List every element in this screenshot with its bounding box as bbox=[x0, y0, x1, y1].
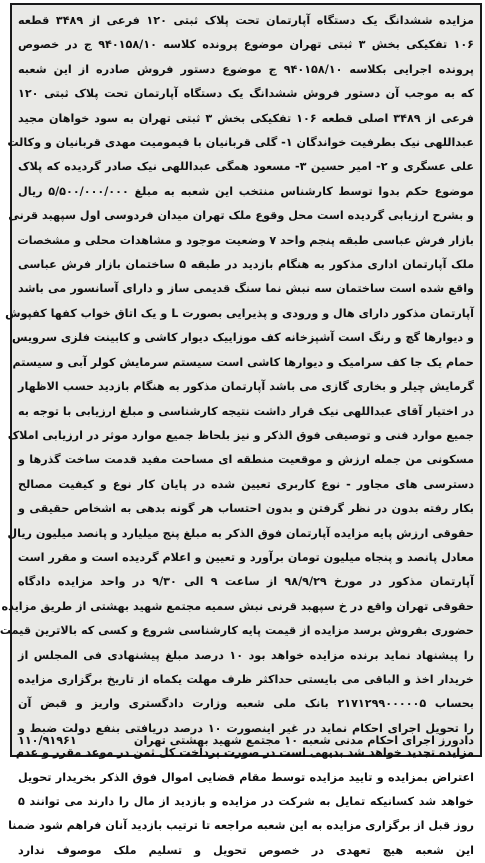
notice-code: ۱۱۰/۹۱۹۶۱ bbox=[18, 734, 77, 747]
notice-line: آپارتمان مذکور در مورخ ۹۸/۹/۲۹ از ساعت ۹ الی ۹/۳۰ در واحد مزایده دادگاه bbox=[18, 575, 474, 589]
signature-line: دادورز اجرای احکام مدنی شعبه ۱۰ مجتمع شهید بهشتی تهران bbox=[133, 734, 474, 747]
notice-line: حضوری بفروش برسد مزایده از قیمت پایه کارشناسی شروع و کسی که بالاترین قیمت bbox=[0, 624, 474, 638]
notice-line: آپارتمان مذکور دارای هال و ورودی و پذیرایی بصورت L و یک اتاق خواب کفها کفپوش bbox=[5, 306, 474, 320]
notice-line: بحساب ۲۱۷۱۲۹۹۰۰۰۰۰۵ بانک ملی شعبه وزارت دادگستری واریز و قبض آن bbox=[18, 697, 474, 711]
notice-line: و دیوارها گچ و رنگ است آشپزخانه کف موزاییک دیوار کاشی و کابینت فلزی سرویس bbox=[12, 331, 474, 345]
notice-line: معادل پانصد و پنجاه میلیون تومان برآورد و تعیین و اعلام گردیده است و مقرر است bbox=[17, 550, 474, 564]
notice-line: ملک آپارتمان اداری مذکور به هنگام بازدید در طبقه ۵ ساختمان بازار فرش عباسی bbox=[18, 258, 474, 272]
notice-line: ۱۰۶ تفکیکی بخش ۳ ثبتی تهران موضوع پرونده کلاسه ۹۴۰۱۵۸/۱۰ ج در خصوص bbox=[18, 38, 474, 52]
notice-line: واقع شده است ساختمان سه نبش نما سنگ قدیمی ساز و دارای آسانسور می باشد bbox=[18, 282, 474, 296]
notice-line: و بشرح ارزیابی گردیده است محل وقوع ملک تهران میدان فردوسی اول سپهبد قرنی bbox=[8, 209, 474, 223]
notice-line: را پیشنهاد نماید برنده مزایده خواهد بود ۱۰ درصد مبلغ پیشنهادی فی المجلس از bbox=[18, 648, 474, 662]
notice-line: خواهد شد کسانیکه تمایل به شرکت در مزایده و بازدید از مال را دارند می توانند ۵ bbox=[18, 795, 474, 808]
notice-line: مزایده تجدید خواهد شد بدیهی است در صورت پرداخت کل ثمن در موعد مقرر و عدم bbox=[15, 746, 474, 760]
notice-line: حقوقی تهران واقع در خ سپهبد قرنی نبش سمیه مجتمع شهید بهشتی از طریق مزایده bbox=[1, 599, 474, 613]
notice-line: حمام یک جا کف سرامیک و دیوارها کاشی است سیستم سرمایش کولر آبی و سیستم bbox=[12, 355, 474, 369]
notice-footer bbox=[18, 729, 474, 753]
notice-line: در اختیار آقای عبداللهی نیک قرار داشت نتیجه کارشناسی و مبلغ ارزیابی با توجه به bbox=[18, 404, 474, 418]
notice-line: دسترسی های مجاور - نوع کاربری تعیین شده در پایان کار نوع و کیفیت مصالح bbox=[18, 477, 474, 491]
notice-line: بازار فرش عباسی طبقه پنجم واحد ۷ وضعیت موجود و مشاهدات محلی و مشخصات bbox=[17, 233, 474, 247]
notice-line: گرمایش چیلر و بخاری گازی می باشد آپارتمان مذکور به هنگام بازدید حسب الاظهار bbox=[18, 380, 474, 394]
notice-line: علی عسگری و ۲- امیر حسین ۳- مسعود همگی عبداللهی نیک صادر گردیده که پلاک bbox=[18, 160, 474, 174]
notice-line: موضوع حکم بدوا توسط کارشناس منتخب این شعبه به مبلغ ۵/۵۰۰/۰۰۰/۰۰۰ ریال bbox=[18, 184, 474, 198]
notice-line: که به موجب آن دستور فروش ششدانگ یک دستگاه آپارتمان تحت پلاک ثبتی ۱۲۰ bbox=[18, 87, 474, 101]
notice-line: این شعبه هیچ تعهدی در خصوص تحویل و تسلیم ملک موصوف ندارد bbox=[18, 843, 474, 857]
notice-line: خریدار اخذ و الباقی می بایستی حداکثر ظرف مهلت یکماه از تاریخ برگزاری مزایده bbox=[18, 672, 474, 686]
notice-line: جمیع موارد فنی و توصیفی فوق الذکر و نیز بلحاظ جمیع موارد موثر در ارزیابی املاک bbox=[7, 428, 474, 442]
legal-notice bbox=[0, 3, 482, 857]
notice-line: روز قبل از برگزاری مزایده به این شعبه مراجعه تا ترتیب بازدید آنان فراهم شود ضمنا bbox=[8, 819, 474, 833]
notice-line: فرعی از ۳۴۸۹ اصلی قطعه ۱۰۶ تفکیکی بخش ۳ ثبتی تهران به سود خواهان مجید bbox=[18, 111, 474, 125]
notice-line: بکار رفته بدون در نظر گرفتن و بدون احتساب هر گونه بدهی به اشخاص حقیقی و bbox=[18, 502, 474, 516]
notice-line: اعتراض بمزایده و تایید مزایده توسط مقام قضایی اموال فوق الذکر بخریدار تحویل bbox=[18, 770, 474, 784]
notice-line: مزایده ششدانگ یک دستگاه آپارتمان تحت پلاک ثبتی ۱۲۰ فرعی از ۳۴۸۹ قطعه bbox=[18, 14, 474, 27]
notice-line: مسکونی من جمله ارزش و موقعیت منطقه ای مساحت مفید قدمت ساخت گذرها و bbox=[18, 453, 474, 467]
notice-line: حقوقی ارزش پایه مزایده آپارتمان فوق الذکر به مبلغ پنج میلیارد و پانصد میلیون ریال bbox=[7, 526, 474, 540]
notice-line: پرونده اجرایی بکلاسه ۹۴۰۱۵۸/۱۰ ج موضوع دستور فروش صادره از این شعبه bbox=[18, 62, 475, 76]
notice-line: عبداللهی نیک بطرفیت خواندگان ۱- گلی قربانیان با قیمومیت مهدی قربانیان و وکالت bbox=[7, 136, 474, 150]
notice-line: را تحویل اجرای احکام نماید در غیر اینصورت ۱۰ درصد دریافتی بنفع دولت ضبط و bbox=[18, 721, 474, 735]
